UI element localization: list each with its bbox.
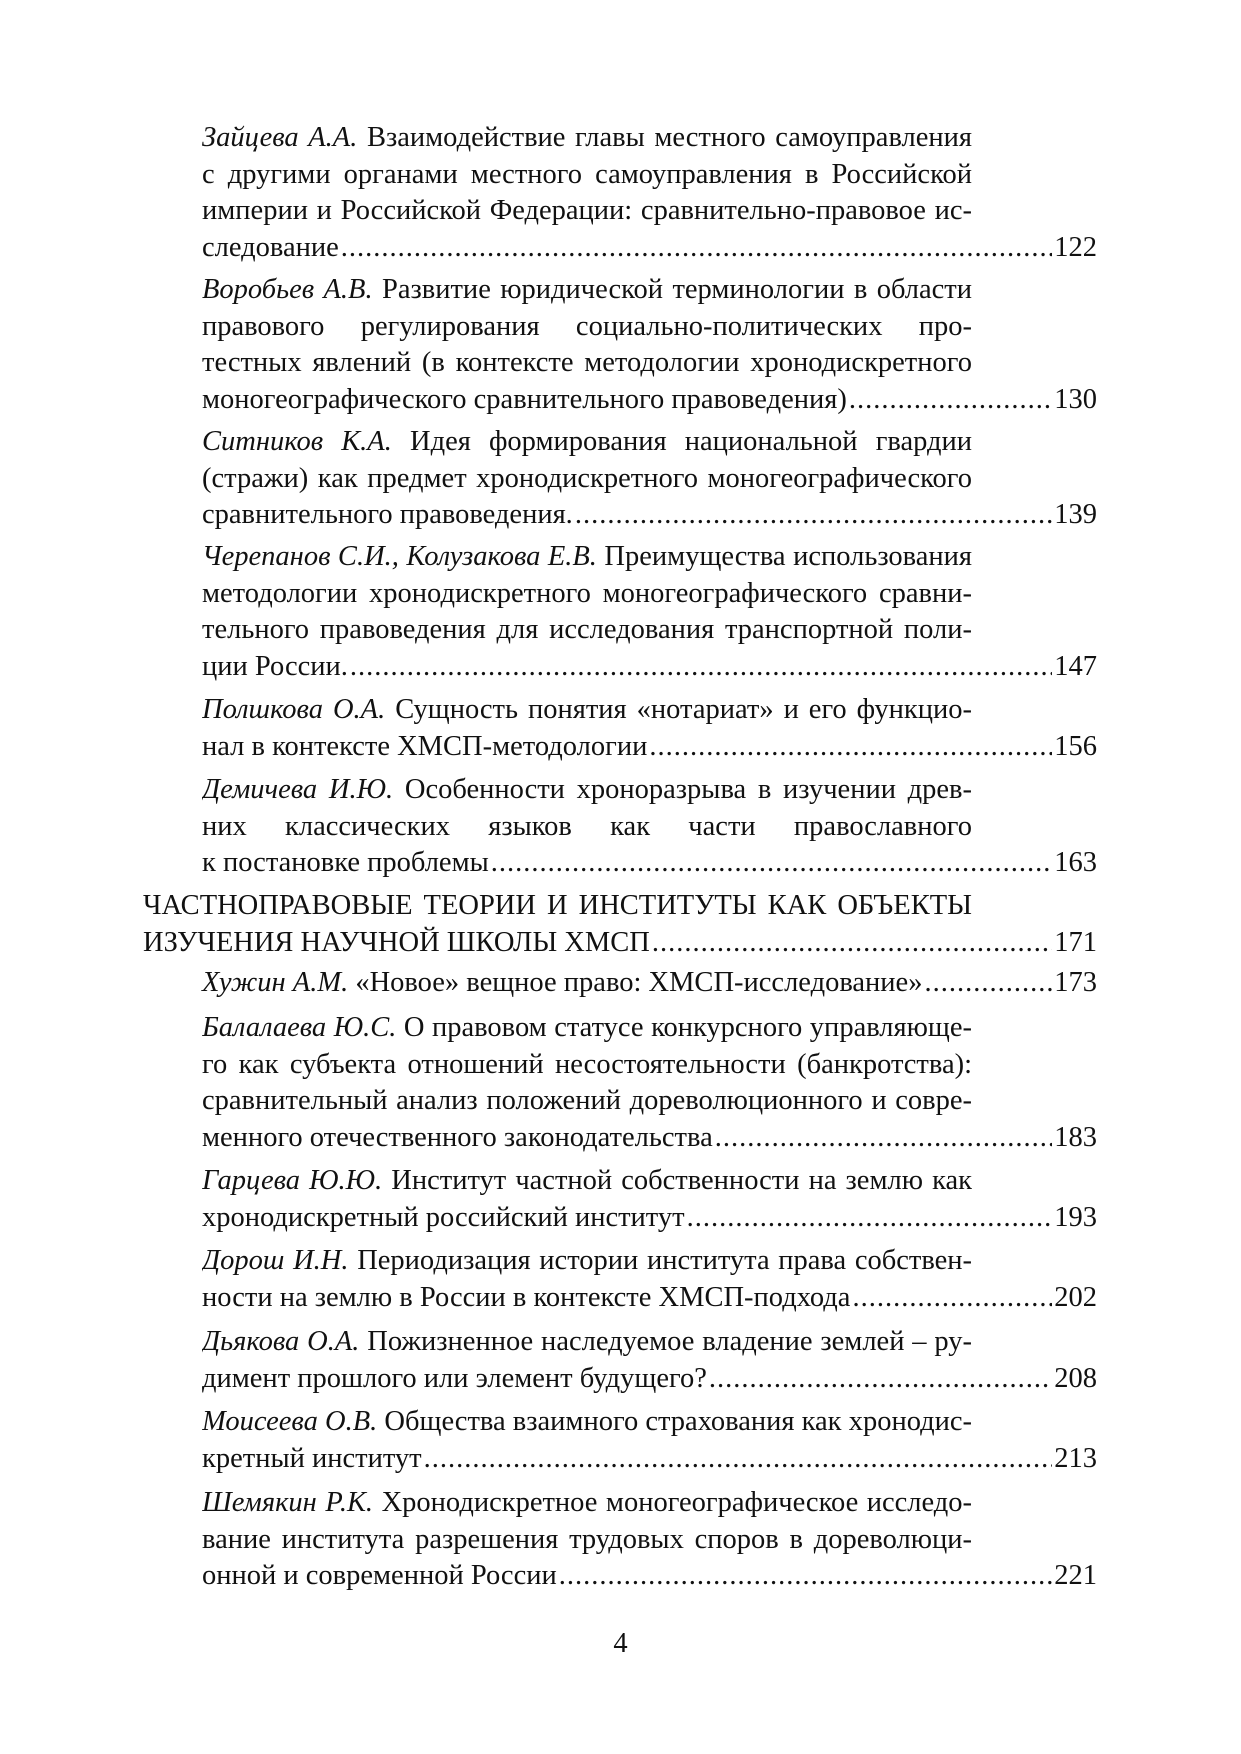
toc-entry-author: Черепанов С.И., Колузакова Е.В. [202, 541, 597, 572]
toc-entry-line: Моисеева О.В. Общества взаимного страхования как хронодис- [202, 1406, 972, 1437]
toc-page-number: 122 [1054, 231, 1097, 263]
toc-entry-line: сравнительный анализ положений дореволюционного и совре- [202, 1085, 972, 1116]
toc-page-number: 202 [1054, 1281, 1097, 1313]
dot-leader [341, 230, 1052, 267]
toc-entry-last-line: сравнительного правоведения. ..... 139 [202, 497, 1097, 534]
dot-leader [715, 1120, 1053, 1157]
toc-entry-line: Полшкова О.А. Сущность понятия «нотариат» и его функцио- [202, 694, 972, 725]
toc-entry [202, 272, 1097, 418]
toc-entry-line: вание института разрешения трудовых споров в дореволюци- [202, 1523, 972, 1555]
dot-leader [491, 845, 1052, 882]
toc-entry-author: Ситников К.А. [202, 426, 392, 457]
toc-page-number: 156 [1054, 730, 1097, 762]
toc-entry-line: империи и Российской Федерации: сравнительно-правовое ис- [202, 195, 972, 226]
toc-entry-last-line: Хужин А.М. «Новое» вещное право: ХМСП-исследование» ..... 173 [202, 965, 1097, 1002]
toc-entry-author: Полшкова О.А. [202, 694, 386, 725]
dot-leader [849, 382, 1052, 419]
toc-entry-last-line: онной и современной России ..... 221 [202, 1558, 1097, 1595]
dot-leader [575, 497, 1052, 534]
toc-entry-author: Шемякин Р.К. [202, 1487, 374, 1518]
toc-section-line: ЧАСТНОПРАВОВЫЕ ТЕОРИИ И ИНСТИТУТЫ КАК ОБЪЕКТЫ [143, 890, 972, 921]
toc-entry-line: Зайцева А.А. Взаимодействие главы местного самоуправления [202, 122, 972, 153]
toc-page-number: 147 [1054, 650, 1097, 682]
dot-leader [424, 1441, 1053, 1478]
dot-leader [652, 925, 1052, 962]
toc-entry-last-line: димент прошлого или элемент будущего? ..... 208 [202, 1361, 1097, 1398]
toc-entry-last-line: моногеографического сравнительного правоведения) ..... 130 [202, 382, 1097, 419]
toc-entry [202, 424, 1097, 534]
toc-entry-line: (стражи) как предмет хронодискретного моногеографического [202, 462, 972, 494]
toc-entry-author: Моисеева О.В. [202, 1406, 378, 1437]
toc-entry-line: них классических языков как части православного [202, 810, 972, 842]
toc-entry [202, 1324, 1097, 1397]
dot-leader [559, 1558, 1053, 1595]
toc-page-number: 208 [1054, 1362, 1097, 1394]
toc-entry [202, 692, 1097, 765]
toc-entry-last-line: кретный институт ..... 213 [202, 1441, 1097, 1478]
toc-entry-line: Шемякин Р.К. Хронодискретное моногеографическое исследо- [202, 1487, 972, 1518]
toc-page-number: 163 [1054, 847, 1097, 878]
toc-entry-line: тельного правоведения для исследования транспортной поли- [202, 614, 972, 645]
dot-leader [687, 1200, 1053, 1237]
toc-entry [202, 1485, 1097, 1595]
toc-entry-line: тестных явлений (в контексте методологии хронодискретного [202, 347, 972, 378]
toc-entry [202, 539, 1097, 685]
toc-entry-last-line: менного отечественного законодательства ..... 183 [202, 1120, 1097, 1157]
toc-entry [202, 1404, 1097, 1477]
toc-page-number: 173 [1054, 967, 1097, 998]
toc-page-number: 139 [1054, 499, 1097, 530]
toc-entry-line: Балалаева Ю.С. О правовом статусе конкурсного управляюще- [202, 1012, 972, 1043]
toc-entry-line: Дорош И.Н. Периодизация истории института права собствен- [202, 1245, 972, 1276]
toc-entry-last-line: следование ..... 122 [202, 230, 1097, 267]
toc-entry-line: Черепанов С.И., Колузакова Е.В. Преимущества использования [202, 541, 972, 572]
dot-leader [852, 1280, 1052, 1317]
toc-page-number: 221 [1054, 1560, 1097, 1591]
toc-entry-line: Гарцева Ю.Ю. Институт частной собственности на землю как [202, 1165, 972, 1196]
toc-entry [202, 1163, 1097, 1236]
toc-section-heading [143, 888, 1097, 961]
page-number: 4 [613, 1628, 628, 1659]
dot-leader [709, 1361, 1052, 1398]
dot-leader [350, 649, 1052, 686]
toc-entry-line: го как субъекта отношений несостоятельности (банкротства): [202, 1048, 972, 1080]
toc-entry-author: Хужин А.М. [202, 967, 349, 998]
toc-entry-last-line: хронодискретный российский институт ..... 193 [202, 1200, 1097, 1237]
toc-page-number: 183 [1054, 1121, 1097, 1153]
toc-entry-line: Дьякова О.А. Пожизненное наследуемое владение землей – ру- [202, 1326, 972, 1357]
toc-entry-last-line: нал в контексте ХМСП-методологии ..... 156 [202, 729, 1097, 766]
toc-entry-line: Ситников К.А. Идея формирования национальной гвардии [202, 426, 972, 457]
toc-entry [202, 965, 1097, 1002]
toc-section-last-line: ИЗУЧЕНИЯ НАУЧНОЙ ШКОЛЫ ХМСП ..... 171 [143, 925, 1097, 962]
toc-page-number: 213 [1054, 1442, 1097, 1474]
toc-page-number: 130 [1054, 383, 1097, 415]
toc-entry-line: правового регулирования социально-политических про- [202, 310, 972, 342]
toc-entry-line: с другими органами местного самоуправления в Российской [202, 158, 972, 190]
toc-entry-last-line: ции России. ..... 147 [202, 649, 1097, 686]
toc-entry-author: Гарцева Ю.Ю. [202, 1165, 383, 1196]
toc-page-number: 193 [1054, 1201, 1097, 1233]
toc-entry-author: Дьякова О.А. [202, 1326, 360, 1357]
dot-leader [924, 965, 1052, 1002]
dot-leader [649, 729, 1052, 766]
toc-entry-author: Воробьев А.В. [202, 274, 373, 305]
toc-entry-last-line: к постановке проблемы ..... 163 [202, 845, 1097, 882]
toc-entry-last-line: ности на землю в России в контексте ХМСП-подхода ..... 202 [202, 1280, 1097, 1317]
toc-entry-line: Воробьев А.В. Развитие юридической терминологии в области [202, 274, 972, 305]
toc-entry [202, 1243, 1097, 1316]
toc-entry [202, 772, 1097, 882]
toc-entry-author: Зайцева А.А. [202, 122, 358, 153]
toc-entry-author: Демичева И.Ю. [202, 774, 394, 805]
toc-entry-line: методологии хронодискретного моногеографического сравни- [202, 577, 972, 609]
toc-page-number: 171 [1054, 926, 1097, 958]
toc-entry [202, 120, 1097, 266]
toc-entry-author: Балалаева Ю.С. [202, 1012, 397, 1043]
toc-entry-line: Демичева И.Ю. Особенности хроноразрыва в изучении древ- [202, 774, 972, 805]
toc-entry [202, 1010, 1097, 1156]
toc-entry-author: Дорош И.Н. [202, 1245, 349, 1276]
